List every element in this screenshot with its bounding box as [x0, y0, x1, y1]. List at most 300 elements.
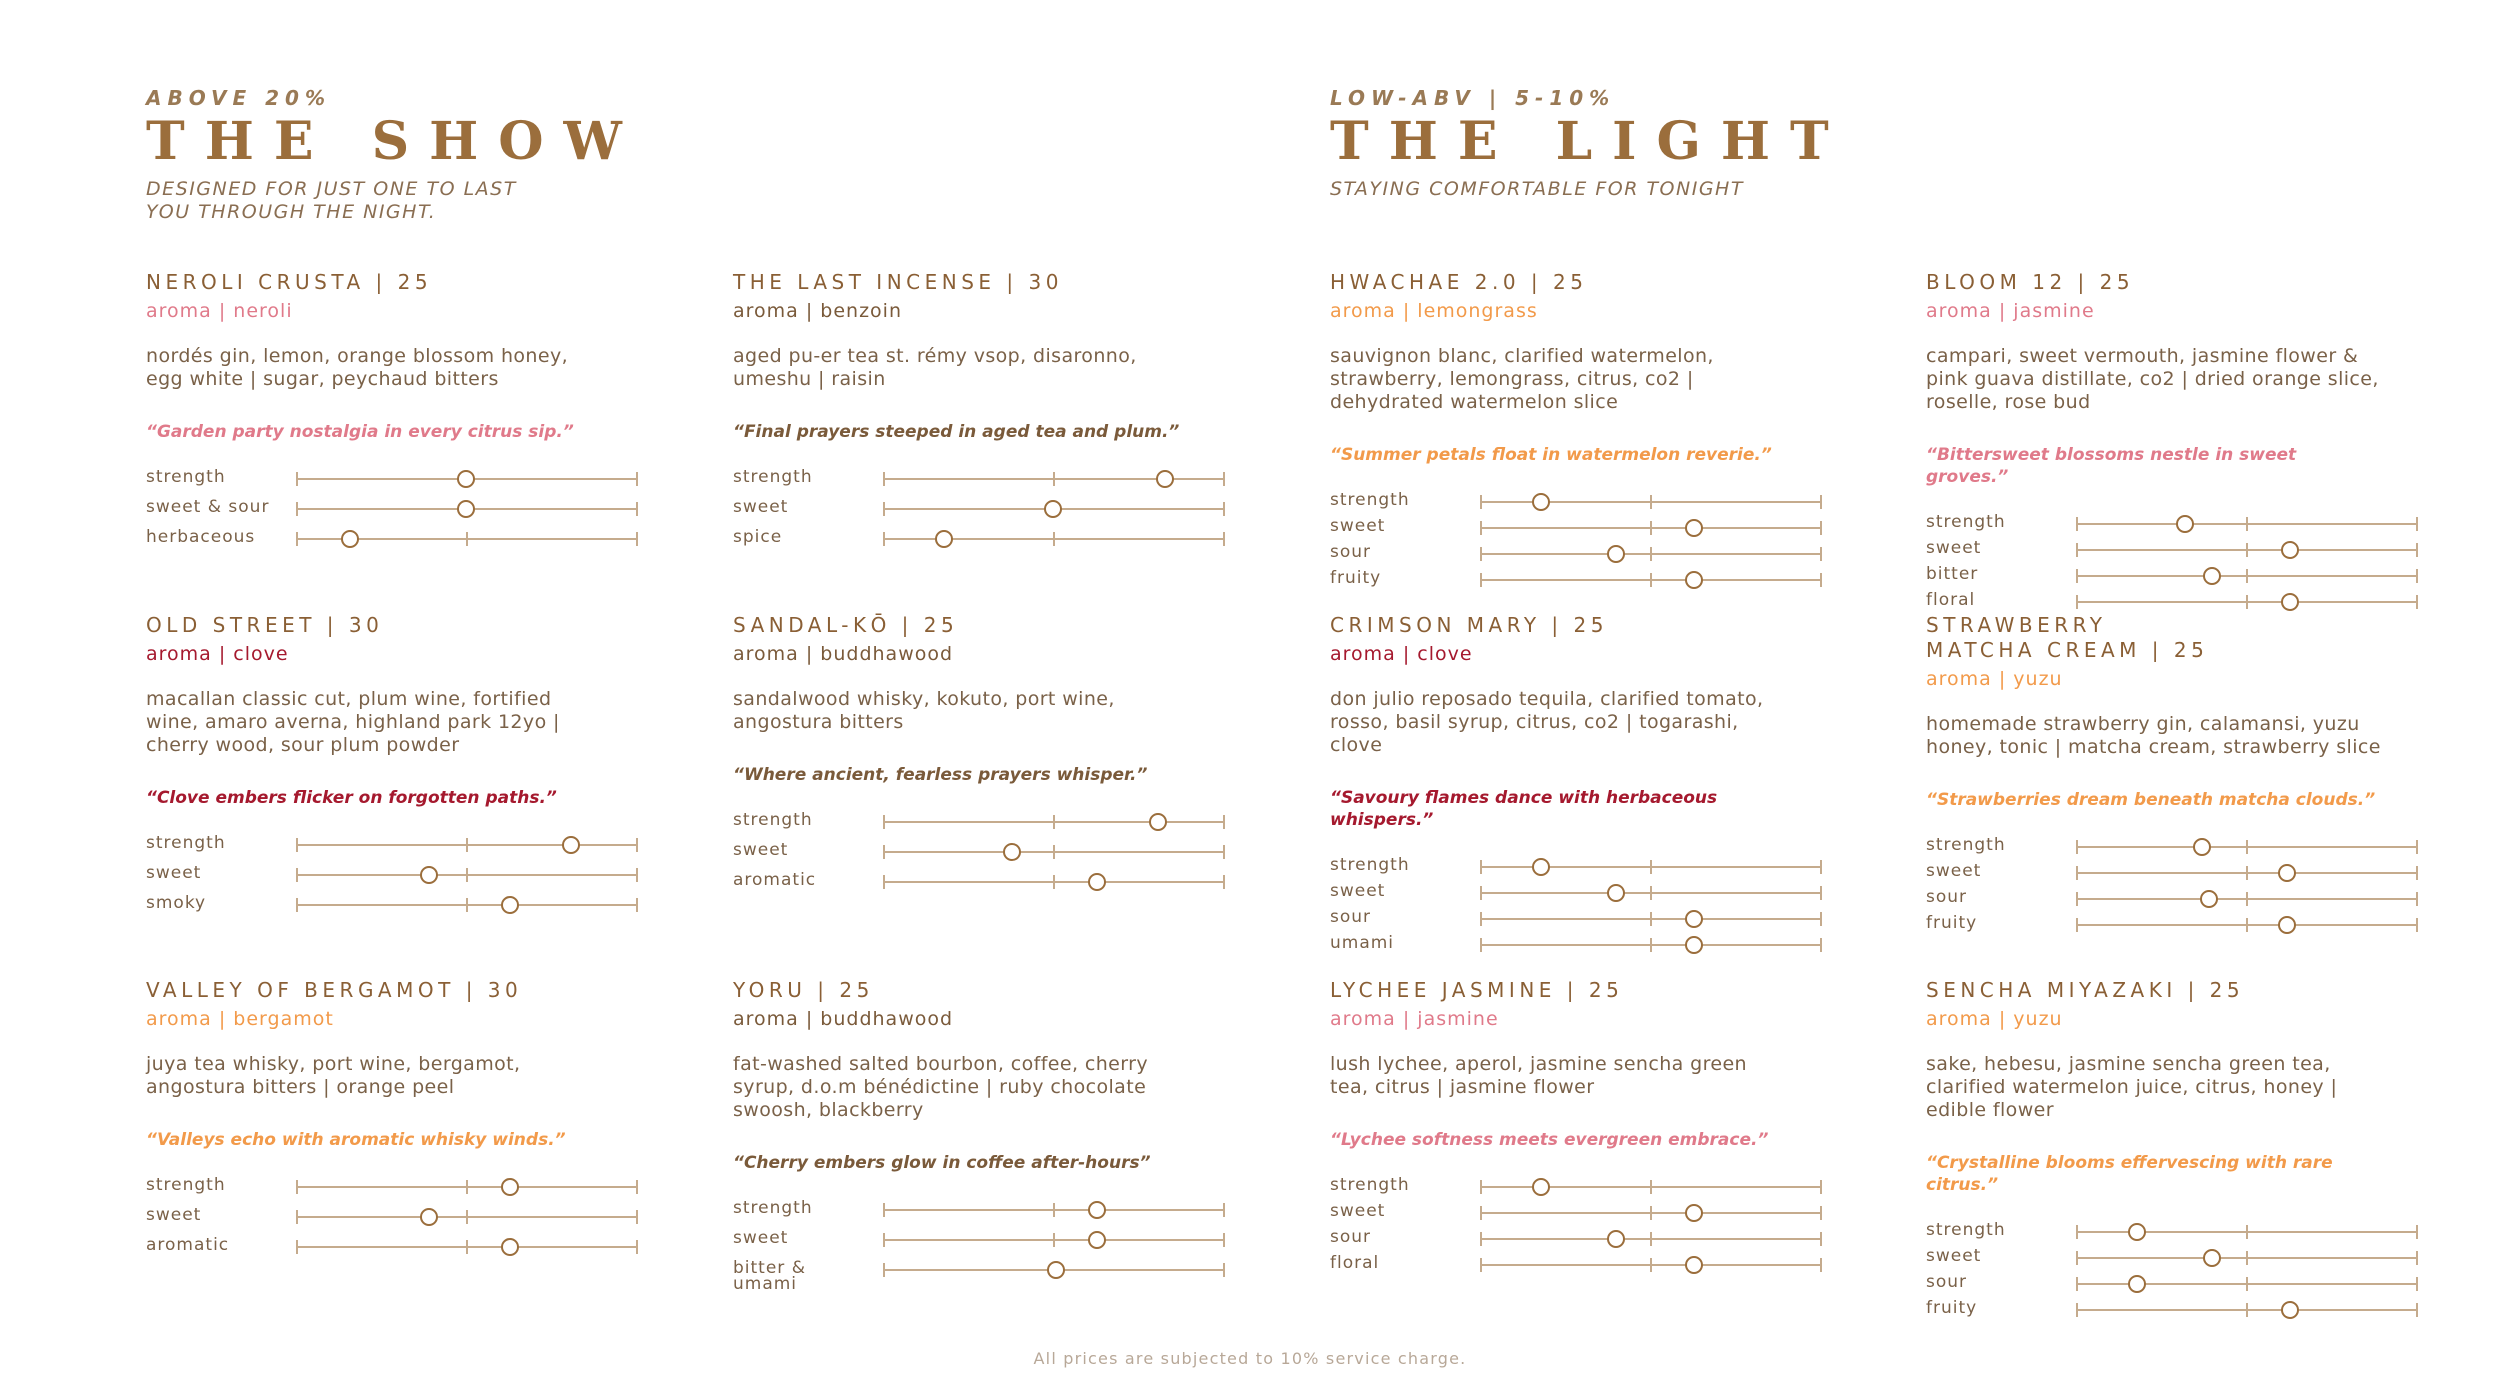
flavor-level-knob: [1088, 873, 1106, 891]
flavor-level-knob: [2128, 1223, 2146, 1241]
flavor-label: spice: [733, 527, 783, 547]
track-tick: [296, 1240, 298, 1254]
track-tick: [1650, 938, 1652, 952]
drink-aroma: aroma | jasmine: [1926, 300, 2095, 322]
drink-card: [1330, 613, 1785, 959]
flavor-track: [2076, 898, 2416, 900]
flavor-label: sour: [1330, 1227, 1372, 1247]
flavor-label: sweet: [1330, 881, 1386, 901]
track-tick: [466, 898, 468, 912]
flavor-track: [1480, 944, 1820, 946]
track-tick: [1480, 1206, 1482, 1220]
track-tick: [1820, 1258, 1822, 1272]
track-tick: [2076, 1251, 2078, 1265]
track-tick: [883, 472, 885, 486]
track-tick: [1223, 502, 1225, 516]
flavor-track: [296, 538, 636, 540]
flavor-sliders: [1926, 1220, 2381, 1324]
flavor-level-knob: [1685, 936, 1703, 954]
track-tick: [296, 898, 298, 912]
track-tick: [466, 868, 468, 882]
track-tick: [636, 868, 638, 882]
flavor-label: sweet: [1330, 1201, 1386, 1221]
drink-card: [1330, 270, 1785, 594]
track-tick: [466, 1240, 468, 1254]
track-tick: [636, 502, 638, 516]
flavor-track: [1480, 866, 1820, 868]
flavor-row: [1330, 855, 1785, 881]
track-tick: [2416, 517, 2418, 531]
flavor-level-knob: [501, 896, 519, 914]
flavor-row: [733, 1198, 1188, 1228]
flavor-label: strength: [733, 467, 813, 487]
flavor-row: [1926, 913, 2381, 939]
track-tick: [2416, 543, 2418, 557]
drink-ingredients: lush lychee, aperol, jasmine sencha green tea, citrus | jasmine flower: [1330, 1053, 1747, 1098]
show-kicker: ABOVE 20%: [146, 86, 331, 110]
flavor-row: [1926, 1272, 2381, 1298]
flavor-track: [2076, 1283, 2416, 1285]
drink-card: [1926, 270, 2381, 616]
flavor-track: [2076, 1231, 2416, 1233]
flavor-track: [2076, 549, 2416, 551]
flavor-row: [733, 870, 1188, 900]
flavor-level-knob: [457, 500, 475, 518]
flavor-row: [733, 1228, 1188, 1258]
flavor-track: [1480, 1264, 1820, 1266]
track-tick: [1480, 1232, 1482, 1246]
track-tick: [636, 838, 638, 852]
flavor-label: sweet: [733, 1228, 789, 1248]
drink-quote: “Summer petals float in watermelon reverie.”: [1330, 445, 1772, 465]
flavor-label: fruity: [1926, 1298, 1978, 1318]
drink-card: [733, 270, 1188, 557]
flavor-level-knob: [1088, 1201, 1106, 1219]
track-tick: [1223, 875, 1225, 889]
track-tick: [2416, 1277, 2418, 1291]
track-tick: [636, 898, 638, 912]
track-tick: [1223, 845, 1225, 859]
track-tick: [1480, 1180, 1482, 1194]
flavor-level-knob: [1685, 910, 1703, 928]
track-tick: [2416, 595, 2418, 609]
track-tick: [1223, 472, 1225, 486]
track-tick: [883, 1263, 885, 1277]
track-tick: [2076, 1277, 2078, 1291]
drink-ingredients: sandalwood whisky, kokuto, port wine, angostura bitters: [733, 688, 1115, 733]
flavor-row: [146, 1175, 601, 1205]
drink-ingredients: juya tea whisky, port wine, bergamot, angostura bitters | orange peel: [146, 1053, 521, 1098]
flavor-level-knob: [2281, 541, 2299, 559]
flavor-track: [2076, 601, 2416, 603]
flavor-sliders: [1926, 835, 2381, 939]
flavor-row: [1330, 933, 1785, 959]
flavor-sliders: [733, 467, 1188, 557]
drink-name: HWACHAE 2.0 | 25: [1330, 270, 1588, 294]
flavor-row: [1926, 1220, 2381, 1246]
flavor-row: [1926, 887, 2381, 913]
track-tick: [1053, 1233, 1055, 1247]
flavor-row: [733, 497, 1188, 527]
flavor-level-knob: [2281, 593, 2299, 611]
drink-aroma: aroma | benzoin: [733, 300, 903, 322]
flavor-level-knob: [2203, 1249, 2221, 1267]
track-tick: [1820, 1206, 1822, 1220]
flavor-track: [296, 478, 636, 480]
flavor-track: [1480, 1212, 1820, 1214]
track-tick: [2416, 918, 2418, 932]
track-tick: [1650, 1180, 1652, 1194]
track-tick: [1480, 912, 1482, 926]
flavor-label: sweet: [1926, 538, 1982, 558]
flavor-level-knob: [2176, 515, 2194, 533]
track-tick: [1820, 547, 1822, 561]
track-tick: [2076, 918, 2078, 932]
drink-aroma: aroma | jasmine: [1330, 1008, 1499, 1030]
flavor-row: [146, 467, 601, 497]
track-tick: [1650, 1232, 1652, 1246]
track-tick: [1223, 532, 1225, 546]
track-tick: [1820, 573, 1822, 587]
drink-name: OLD STREET | 30: [146, 613, 384, 637]
flavor-level-knob: [1003, 843, 1021, 861]
flavor-track: [2076, 872, 2416, 874]
flavor-track: [883, 821, 1223, 823]
track-tick: [2246, 918, 2248, 932]
flavor-label: floral: [1330, 1253, 1380, 1273]
track-tick: [1820, 886, 1822, 900]
flavor-label: fruity: [1926, 913, 1978, 933]
flavor-label: strength: [733, 1198, 813, 1218]
flavor-row: [1330, 881, 1785, 907]
drink-aroma: aroma | lemongrass: [1330, 300, 1538, 322]
track-tick: [1650, 1206, 1652, 1220]
flavor-row: [1330, 1201, 1785, 1227]
light-header: [1330, 86, 1890, 201]
flavor-level-knob: [2278, 864, 2296, 882]
flavor-level-knob: [2203, 567, 2221, 585]
track-tick: [1053, 875, 1055, 889]
flavor-label: sour: [1926, 887, 1968, 907]
flavor-sliders: [1330, 855, 1785, 959]
flavor-track: [2076, 523, 2416, 525]
drink-ingredients: sake, hebesu, jasmine sencha green tea, clarified watermelon juice, citrus, honey | edible flower: [1926, 1053, 2338, 1121]
drink-ingredients: sauvignon blanc, clarified watermelon, strawberry, lemongrass, citrus, co2 | dehydrated watermelon slice: [1330, 345, 1714, 413]
track-tick: [2416, 892, 2418, 906]
flavor-track: [1480, 918, 1820, 920]
drink-name: STRAWBERRY MATCHA CREAM | 25: [1926, 613, 2209, 662]
track-tick: [2076, 543, 2078, 557]
flavor-level-knob: [420, 1208, 438, 1226]
flavor-track: [296, 844, 636, 846]
drink-aroma: aroma | neroli: [146, 300, 293, 322]
flavor-row: [1926, 538, 2381, 564]
flavor-row: [733, 1258, 1188, 1294]
track-tick: [1223, 1263, 1225, 1277]
flavor-level-knob: [501, 1238, 519, 1256]
light-tagline: STAYING COMFORTABLE FOR TONIGHT: [1330, 178, 1744, 200]
track-tick: [1480, 521, 1482, 535]
drink-quote: “Garden party nostalgia in every citrus sip.”: [146, 422, 574, 442]
drink-quote: “Crystalline blooms effervescing with rare citrus.”: [1926, 1153, 2333, 1195]
flavor-track: [1480, 892, 1820, 894]
flavor-sliders: [146, 467, 601, 557]
drink-card: [1330, 978, 1785, 1279]
track-tick: [2076, 1303, 2078, 1317]
flavor-level-knob: [341, 530, 359, 548]
track-tick: [466, 838, 468, 852]
flavor-track: [883, 1269, 1223, 1271]
track-tick: [1650, 1258, 1652, 1272]
flavor-label: smoky: [146, 893, 207, 913]
track-tick: [2076, 595, 2078, 609]
flavor-track: [296, 508, 636, 510]
track-tick: [1480, 1258, 1482, 1272]
drink-name: LYCHEE JASMINE | 25: [1330, 978, 1624, 1002]
track-tick: [1650, 886, 1652, 900]
track-tick: [466, 1180, 468, 1194]
flavor-label: bitter & umami: [733, 1258, 806, 1294]
drink-card: [146, 613, 601, 923]
flavor-track: [296, 1186, 636, 1188]
flavor-sliders: [733, 1198, 1188, 1294]
flavor-level-knob: [2278, 916, 2296, 934]
flavor-label: sweet: [146, 1205, 202, 1225]
track-tick: [466, 1210, 468, 1224]
flavor-label: sour: [1330, 542, 1372, 562]
drink-aroma: aroma | clove: [1330, 643, 1473, 665]
flavor-label: sweet: [1926, 861, 1982, 881]
track-tick: [2076, 1225, 2078, 1239]
track-tick: [1820, 1232, 1822, 1246]
flavor-level-knob: [1607, 1230, 1625, 1248]
track-tick: [636, 1180, 638, 1194]
flavor-row: [733, 467, 1188, 497]
flavor-track: [1480, 1238, 1820, 1240]
flavor-label: strength: [1330, 855, 1410, 875]
flavor-sliders: [146, 1175, 601, 1265]
drink-ingredients: homemade strawberry gin, calamansi, yuzu honey, tonic | matcha cream, strawberry slice: [1926, 713, 2381, 758]
flavor-level-knob: [420, 866, 438, 884]
flavor-row: [1330, 490, 1785, 516]
flavor-label: sweet & sour: [146, 497, 270, 517]
drink-card: [733, 613, 1188, 900]
flavor-label: sweet: [146, 863, 202, 883]
track-tick: [2076, 866, 2078, 880]
flavor-level-knob: [1047, 1261, 1065, 1279]
flavor-label: herbaceous: [146, 527, 256, 547]
flavor-row: [146, 1205, 601, 1235]
track-tick: [1223, 1203, 1225, 1217]
track-tick: [883, 845, 885, 859]
track-tick: [2416, 866, 2418, 880]
drink-name: VALLEY OF BERGAMOT | 30: [146, 978, 523, 1002]
track-tick: [883, 532, 885, 546]
flavor-row: [1330, 1227, 1785, 1253]
track-tick: [1480, 573, 1482, 587]
flavor-row: [1330, 1253, 1785, 1279]
flavor-track: [883, 508, 1223, 510]
track-tick: [1053, 1203, 1055, 1217]
track-tick: [2416, 1303, 2418, 1317]
drink-quote: “Bittersweet blossoms nestle in sweet groves.”: [1926, 445, 2297, 487]
flavor-row: [1926, 564, 2381, 590]
drink-quote: “Savoury flames dance with herbaceous whispers.”: [1330, 788, 1718, 830]
drink-ingredients: aged pu-er tea st. rémy vsop, disaronno, umeshu | raisin: [733, 345, 1137, 390]
flavor-row: [146, 527, 601, 557]
drink-quote: “Cherry embers glow in coffee after-hours”: [733, 1153, 1151, 1173]
light-kicker: LOW-ABV | 5-10%: [1330, 86, 1616, 110]
flavor-level-knob: [1156, 470, 1174, 488]
track-tick: [2246, 866, 2248, 880]
track-tick: [1480, 860, 1482, 874]
track-tick: [296, 838, 298, 852]
flavor-label: bitter: [1926, 564, 1979, 584]
drink-name: SANDAL-KŌ | 25: [733, 613, 959, 637]
flavor-label: sour: [1926, 1272, 1968, 1292]
flavor-label: strength: [146, 1175, 226, 1195]
service-charge-note: All prices are subjected to 10% service charge.: [1033, 1349, 1467, 1368]
drink-name: YORU | 25: [733, 978, 874, 1002]
flavor-label: strength: [1330, 1175, 1410, 1195]
drink-ingredients: campari, sweet vermouth, jasmine flower & pink guava distillate, co2 | dried orange slice, roselle, rose bud: [1926, 345, 2379, 413]
track-tick: [296, 1210, 298, 1224]
flavor-track: [1480, 501, 1820, 503]
track-tick: [1053, 845, 1055, 859]
track-tick: [1650, 912, 1652, 926]
flavor-track: [1480, 553, 1820, 555]
drink-aroma: aroma | clove: [146, 643, 289, 665]
flavor-track: [883, 881, 1223, 883]
drink-name: THE LAST INCENSE | 30: [733, 270, 1063, 294]
drink-aroma: aroma | buddhawood: [733, 643, 954, 665]
flavor-level-knob: [1685, 571, 1703, 589]
flavor-level-knob: [1044, 500, 1062, 518]
flavor-level-knob: [1088, 1231, 1106, 1249]
drink-quote: “Valleys echo with aromatic whisky winds.”: [146, 1130, 566, 1150]
track-tick: [1650, 547, 1652, 561]
track-tick: [466, 532, 468, 546]
track-tick: [2246, 840, 2248, 854]
track-tick: [2246, 1303, 2248, 1317]
flavor-label: strength: [1330, 490, 1410, 510]
flavor-label: umami: [1330, 933, 1395, 953]
flavor-label: floral: [1926, 590, 1976, 610]
drink-aroma: aroma | buddhawood: [733, 1008, 954, 1030]
flavor-label: fruity: [1330, 568, 1382, 588]
track-tick: [2416, 1225, 2418, 1239]
show-header: [146, 86, 642, 224]
flavor-row: [733, 527, 1188, 557]
flavor-track: [883, 538, 1223, 540]
flavor-level-knob: [935, 530, 953, 548]
track-tick: [2076, 517, 2078, 531]
flavor-level-knob: [1685, 519, 1703, 537]
drink-quote: “Lychee softness meets evergreen embrace.”: [1330, 1130, 1769, 1150]
flavor-track: [1480, 1186, 1820, 1188]
show-title: THE SHOW: [146, 111, 642, 172]
flavor-level-knob: [2200, 890, 2218, 908]
flavor-level-knob: [562, 836, 580, 854]
flavor-level-knob: [1532, 858, 1550, 876]
track-tick: [2076, 569, 2078, 583]
track-tick: [2246, 517, 2248, 531]
drink-ingredients: don julio reposado tequila, clarified tomato, rosso, basil syrup, citrus, co2 | togarashi, clove: [1330, 688, 1764, 756]
flavor-level-knob: [2128, 1275, 2146, 1293]
track-tick: [883, 875, 885, 889]
drink-card: [146, 270, 601, 557]
drink-quote: “Clove embers flicker on forgotten paths.”: [146, 788, 557, 808]
drink-quote: “Final prayers steeped in aged tea and plum.”: [733, 422, 1180, 442]
drink-card: [1926, 613, 2381, 939]
flavor-track: [1480, 527, 1820, 529]
track-tick: [2246, 892, 2248, 906]
track-tick: [2416, 840, 2418, 854]
flavor-level-knob: [1607, 884, 1625, 902]
track-tick: [636, 532, 638, 546]
flavor-track: [883, 1209, 1223, 1211]
track-tick: [2416, 1251, 2418, 1265]
track-tick: [2416, 569, 2418, 583]
drink-card: [1926, 978, 2381, 1324]
flavor-track: [2076, 575, 2416, 577]
flavor-label: strength: [1926, 1220, 2006, 1240]
flavor-track: [296, 904, 636, 906]
track-tick: [883, 1233, 885, 1247]
track-tick: [1820, 521, 1822, 535]
drink-ingredients: macallan classic cut, plum wine, fortified wine, amaro averna, highland park 12yo | cherry wood, sour plum powder: [146, 688, 560, 756]
flavor-label: strength: [733, 810, 813, 830]
flavor-row: [1330, 568, 1785, 594]
track-tick: [1480, 938, 1482, 952]
flavor-row: [1926, 835, 2381, 861]
track-tick: [2076, 892, 2078, 906]
track-tick: [1650, 860, 1652, 874]
flavor-level-knob: [1685, 1256, 1703, 1274]
track-tick: [1223, 1233, 1225, 1247]
flavor-row: [733, 840, 1188, 870]
drink-aroma: aroma | bergamot: [146, 1008, 334, 1030]
drink-name: BLOOM 12 | 25: [1926, 270, 2135, 294]
flavor-row: [146, 497, 601, 527]
track-tick: [1650, 573, 1652, 587]
flavor-row: [1926, 512, 2381, 538]
track-tick: [296, 868, 298, 882]
track-tick: [1820, 860, 1822, 874]
flavor-sliders: [1330, 1175, 1785, 1279]
flavor-row: [1926, 1246, 2381, 1272]
flavor-level-knob: [1607, 545, 1625, 563]
drink-aroma: aroma | yuzu: [1926, 668, 2063, 690]
flavor-row: [1330, 542, 1785, 568]
flavor-row: [1330, 1175, 1785, 1201]
drink-name: NEROLI CRUSTA | 25: [146, 270, 433, 294]
flavor-row: [146, 863, 601, 893]
flavor-label: sweet: [1330, 516, 1386, 536]
flavor-label: strength: [1926, 512, 2006, 532]
flavor-track: [2076, 924, 2416, 926]
flavor-row: [1330, 516, 1785, 542]
drink-quote: “Strawberries dream beneath matcha clouds.”: [1926, 790, 2376, 810]
flavor-track: [883, 1239, 1223, 1241]
flavor-sliders: [1330, 490, 1785, 594]
flavor-label: sour: [1330, 907, 1372, 927]
track-tick: [636, 1240, 638, 1254]
flavor-track: [883, 478, 1223, 480]
track-tick: [2076, 840, 2078, 854]
flavor-sliders: [733, 810, 1188, 900]
track-tick: [2246, 1225, 2248, 1239]
